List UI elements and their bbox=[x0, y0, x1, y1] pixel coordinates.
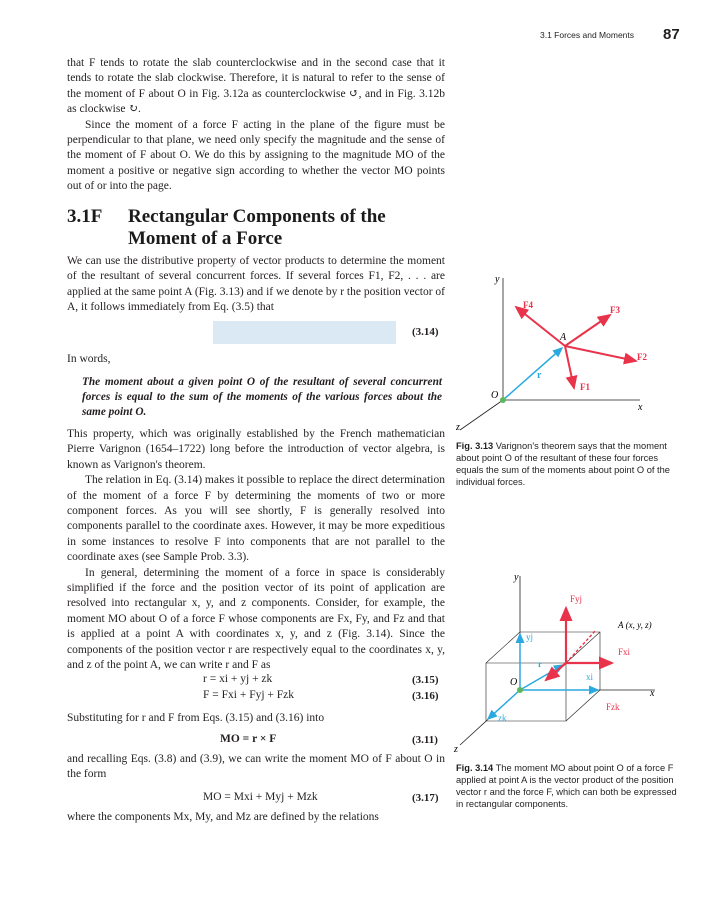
paragraph: We can use the distributive property of vector products to determine the moment of the resultant of several concurrent forces. If several forces F1, F2, . . . are applied at the same point A (Fig. 3.13) and if we denote by r the position vector of A, it follows immediately from Eq. (3.5) that bbox=[67, 255, 445, 314]
origin-point bbox=[517, 687, 523, 693]
figure-label: Fig. 3.13 bbox=[456, 441, 494, 451]
force-arrow bbox=[565, 315, 610, 346]
equation-number: (3.16) bbox=[412, 690, 439, 702]
position-vector bbox=[503, 348, 562, 400]
figure-3-13 bbox=[450, 270, 710, 438]
page-number: 87 bbox=[663, 26, 680, 43]
origin-point bbox=[500, 397, 506, 403]
figure-label: Fig. 3.14 bbox=[456, 763, 494, 773]
component-label: xi bbox=[586, 672, 594, 682]
paragraph: Since the moment of a force F acting in the plane of the figure must be perpendicular to that plane, we need only specify the magnitude and the sense of the moment of F about O. We do this by assigning to the magnitude MO of the moment a positive or negative sign according to whether the vector MO points out of or into the page. bbox=[67, 118, 445, 193]
origin-label: O bbox=[491, 390, 499, 401]
equation-box bbox=[213, 321, 396, 344]
z-axis bbox=[460, 400, 503, 430]
caption-text: The moment MO about point O of a force F applied at point A is the vector product of the position vector r and the force F, which can both be expressed in rectangular components. bbox=[456, 763, 677, 809]
paragraph: The relation in Eq. (3.14) makes it possible to replace the direct determination of the moment of a force F by determining the moments of two or more component forces. As you will see shortly, F is generally resolved into components parallel to the coordinate axes. However, it may be more expeditious in some instances to resolve F into components that are not parallel to the coordinate axes (see Sample Prob. 3.3). bbox=[67, 474, 445, 564]
force-arrow bbox=[565, 346, 574, 388]
force-label: Fzk bbox=[606, 702, 620, 712]
force-vector bbox=[566, 630, 596, 663]
paragraph: that F tends to rotate the slab counterclockwise and in the second case that it tends to rotate the slab clockwise. Therefore, it is natural to refer to the sense of the moment of F about O in Fig. 3.12a as counterclockwise ↺, and in Fig. 3.12b as clockwise ↻. bbox=[67, 57, 445, 116]
section-number: 3.1F bbox=[67, 206, 103, 227]
point-label: A (x, y, z) bbox=[618, 620, 652, 630]
axis-label: z bbox=[456, 422, 460, 433]
theorem-statement: The moment about a given point O of the resultant of several concurrent forces is equal to the sum of the moments of the various forces about the same point O. bbox=[82, 376, 442, 419]
equation-number: (3.17) bbox=[412, 792, 439, 804]
section-title: Rectangular Components of the Moment of a Force bbox=[128, 206, 386, 249]
paragraph: In general, determining the moment of a force in space is considerably simplified if the force and the position vector of its point of application are resolved into rectangular x, y, and z components. Consider, for example, the moment MO about O of a force F whose components are Fx, Fy, and Fz and that is applied at a point A with coordinates x, y, and z (Fig. 3.14). Since the components of the position vector r are respectively equal to the coordinates x, y, and z of the point A, we can write r and F as bbox=[67, 566, 445, 672]
equation-number: (3.15) bbox=[412, 674, 439, 686]
axis-label: y bbox=[514, 572, 519, 583]
equation: F = Fxi + Fyj + Fzk bbox=[203, 689, 295, 701]
force-label: F3 bbox=[610, 305, 620, 315]
vector-label: r bbox=[538, 659, 542, 669]
equation-number: (3.14) bbox=[412, 326, 439, 338]
fzk-component bbox=[546, 663, 566, 680]
origin-label: O bbox=[510, 677, 518, 688]
vector-label: r bbox=[537, 370, 542, 381]
force-label: Fyj bbox=[570, 594, 583, 604]
text-block-mid bbox=[67, 427, 445, 674]
figure-3-14 bbox=[450, 570, 710, 760]
force-label: F2 bbox=[637, 352, 647, 362]
text-block-top bbox=[67, 56, 445, 195]
paragraph: Substituting for r and F from Eqs. (3.15) and (3.16) into bbox=[67, 712, 325, 724]
paragraph: This property, which was originally established by the French mathematician Pierre Varignon (1654–1722) long before the introduction of vector algebra, is known as Varignon's theorem. bbox=[67, 428, 445, 471]
caption-text: Varignon's theorem says that the moment about point O of the resultant of these four forces equals the sum of the moments about point O of the individual forces. bbox=[456, 441, 670, 487]
paragraph: and recalling Eqs. (3.8) and (3.9), we can write the moment MO of F about O in the form bbox=[67, 753, 445, 781]
equation: r = xi + yj + zk bbox=[203, 673, 273, 685]
axis-label: x bbox=[638, 402, 643, 413]
axis-label: z bbox=[454, 744, 458, 755]
equation-number: (3.11) bbox=[412, 734, 438, 746]
force-arrow bbox=[516, 307, 565, 346]
equation: MO = r × F bbox=[220, 733, 277, 745]
component-label: zk bbox=[498, 713, 507, 723]
point-label: A bbox=[560, 332, 567, 343]
paragraph: where the components Mx, My, and Mz are defined by the relations bbox=[67, 811, 379, 823]
force-label: F4 bbox=[523, 300, 533, 310]
paragraph: In words, bbox=[67, 353, 111, 365]
running-head: 3.1 Forces and Moments bbox=[540, 30, 635, 40]
equation: MO = Mxi + Myj + Mzk bbox=[203, 791, 318, 803]
axis-label: y bbox=[495, 274, 500, 285]
force-arrow bbox=[565, 346, 636, 361]
force-label: Fxi bbox=[618, 647, 631, 657]
force-label: F1 bbox=[580, 382, 590, 392]
figure-caption bbox=[456, 762, 678, 810]
figure-caption bbox=[456, 440, 678, 488]
component-label: yj bbox=[526, 632, 534, 642]
axis-label: x bbox=[650, 688, 655, 699]
